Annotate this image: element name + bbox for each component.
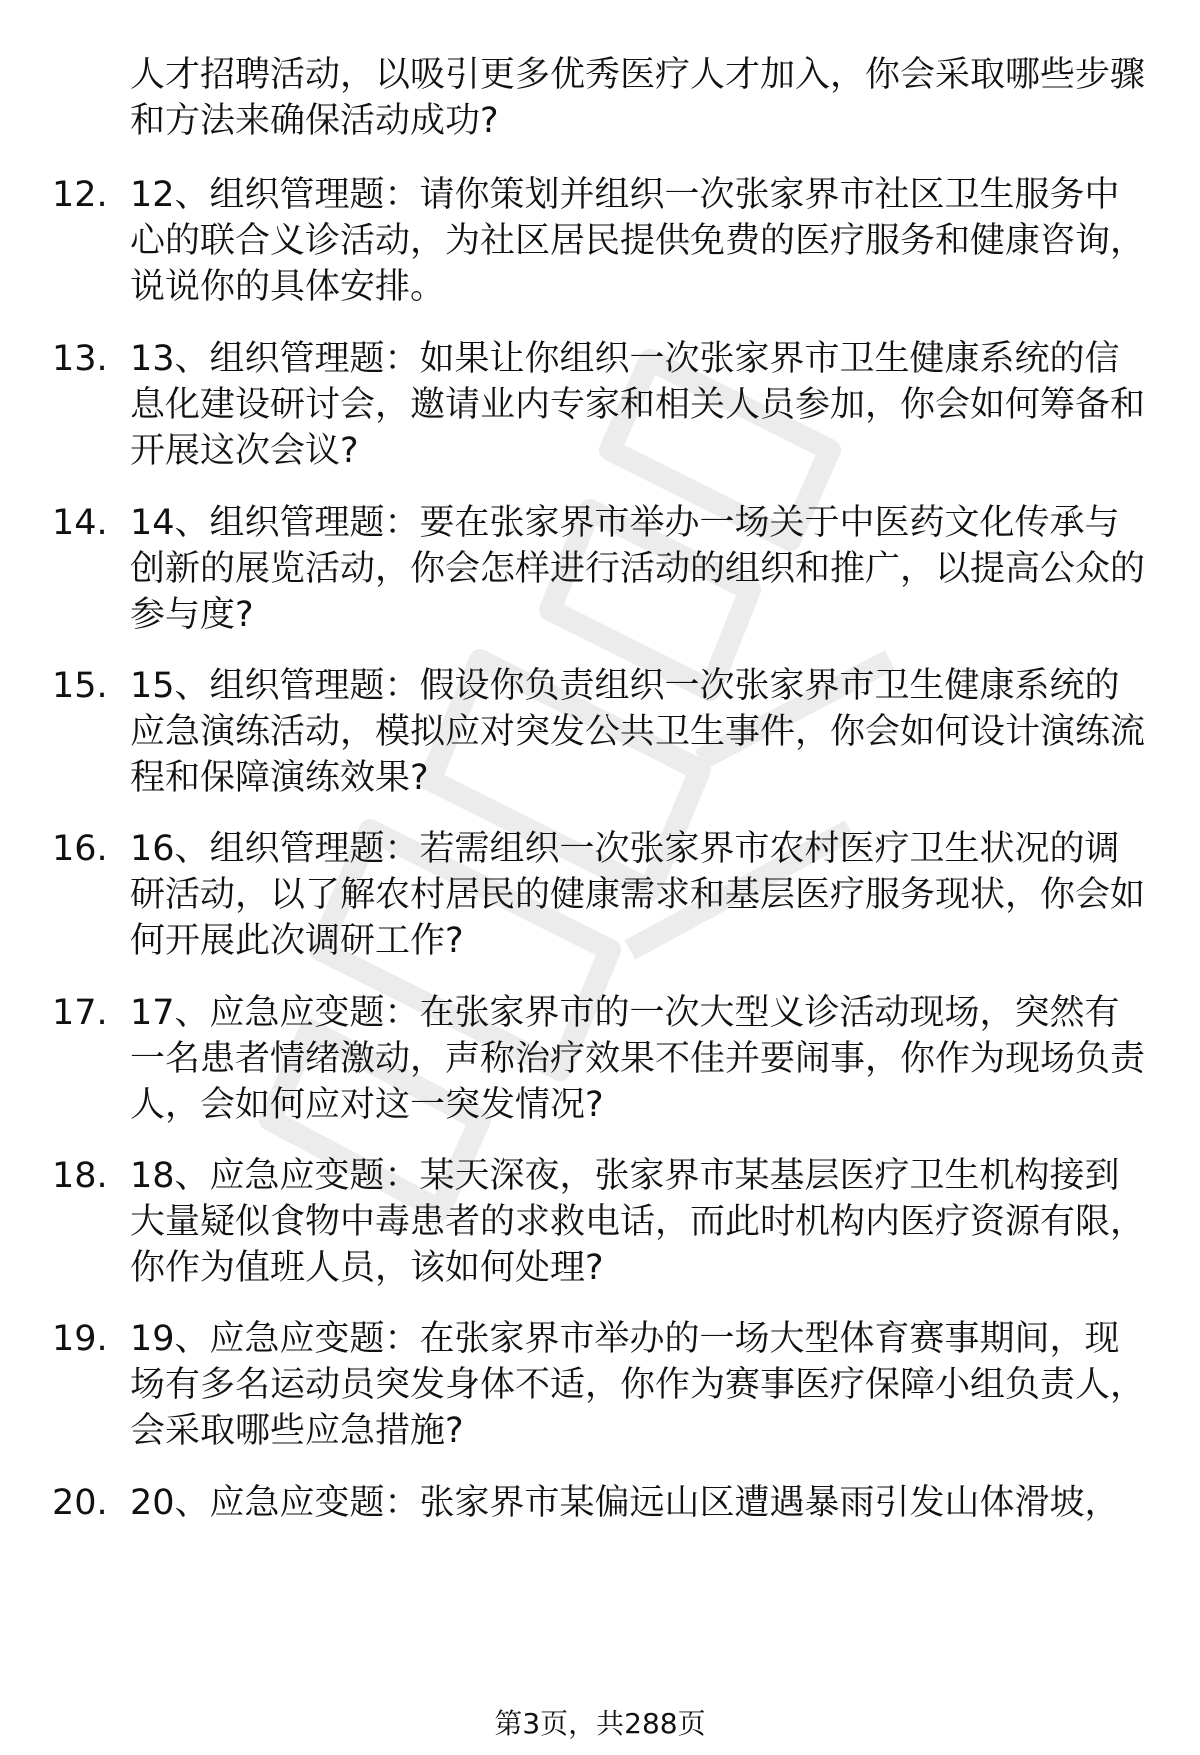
question-text: 17、应急应变题：在张家界市的一次大型义诊活动现场，突然有一名患者情绪激动，声称治疗效果不佳并要闹事，你作为现场负责人，会如何应对这一突发情况? xyxy=(130,993,1146,1125)
question-number: 16. xyxy=(52,829,108,869)
question-text: 18、应急应变题：某天深夜，张家界市某基层医疗卫生机构接到大量疑似食物中毒患者的求救电话，而此时机构内医疗资源有限，你作为值班人员，该如何处理? xyxy=(130,1156,1146,1288)
question-text: 20、应急应变题：张家界市某偏远山区遭遇暴雨引发山体滑坡， xyxy=(130,1483,1120,1523)
question-number: 14. xyxy=(52,503,108,543)
question-number: 15. xyxy=(52,666,108,706)
question-number: 18. xyxy=(52,1156,108,1196)
question-number: 12. xyxy=(52,175,108,215)
question-text: 13、组织管理题：如果让你组织一次张家界市卫生健康系统的信息化建设研讨会，邀请业内专家和相关人员参加，你会如何筹备和开展这次会议? xyxy=(130,339,1146,471)
question-text: 15、组织管理题：假设你负责组织一次张家界市卫生健康系统的应急演练活动，模拟应对突发公共卫生事件，你会如何设计演练流程和保障演练效果? xyxy=(130,666,1146,798)
question-text: 19、应急应变题：在张家界市举办的一场大型体育赛事期间，现场有多名运动员突发身体不适，你作为赛事医疗保障小组负责人，会采取哪些应急措施? xyxy=(130,1319,1146,1451)
page-footer: 第3页，共288页 xyxy=(494,1707,706,1740)
question-text: 12、组织管理题：请你策划并组织一次张家界市社区卫生服务中心的联合义诊活动，为社区居民提供免费的医疗服务和健康咨询，说说你的具体安排。 xyxy=(130,175,1146,307)
question-number: 20. xyxy=(52,1483,108,1523)
continuation-text: 人才招聘活动，以吸引更多优秀医疗人才加入，你会采取哪些步骤和方法来确保活动成功? xyxy=(130,55,1146,141)
question-number: 13. xyxy=(52,339,108,379)
question-text: 14、组织管理题：要在张家界市举办一场关于中医药文化传承与创新的展览活动，你会怎样进行活动的组织和推广，以提高公众的参与度? xyxy=(130,503,1146,635)
question-number: 19. xyxy=(52,1319,108,1359)
question-text: 16、组织管理题：若需组织一次张家界市农村医疗卫生状况的调研活动，以了解农村居民的健康需求和基层医疗服务现状，你会如何开展此次调研工作? xyxy=(130,829,1146,961)
question-number: 17. xyxy=(52,993,108,1033)
